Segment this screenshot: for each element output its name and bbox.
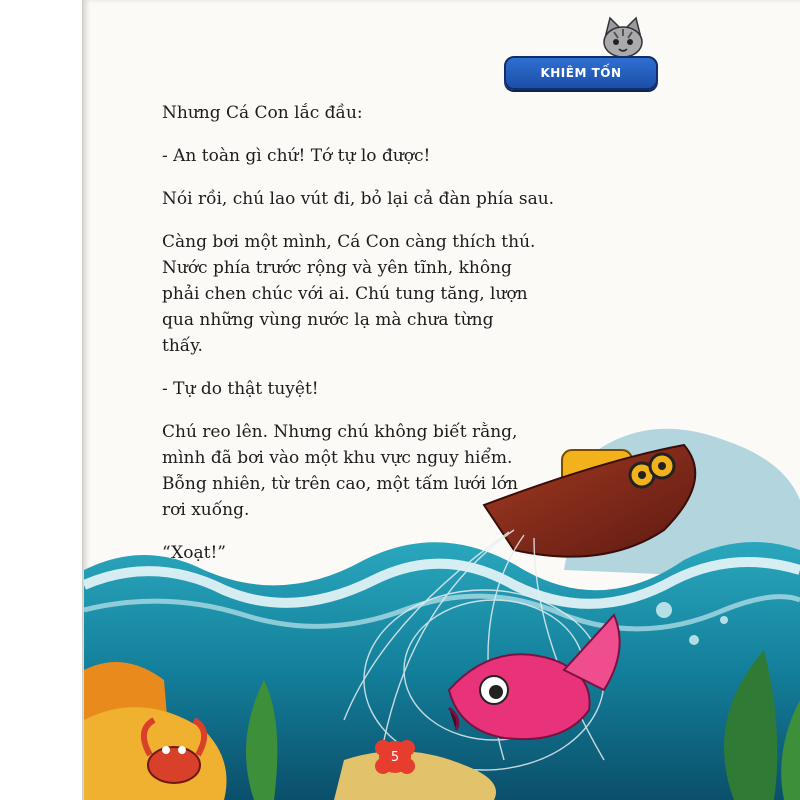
story-paragraph: - An toàn gì chứ! Tớ tự lo được! xyxy=(162,146,431,166)
story-paragraph: Chú reo lên. Nhưng chú không biết rằng, mình đã bơi vào một khu vực nguy hiểm. Bỗng nhiên, từ trên cao, một tấm lưới lớn rơi xuống. xyxy=(162,422,518,520)
cat-face-icon xyxy=(600,16,646,60)
underwater-illustration xyxy=(84,420,800,800)
story-paragraph: - Tự do thật tuyệt! xyxy=(162,379,319,399)
story-paragraph: Nhưng Cá Con lắc đầu: xyxy=(162,103,363,123)
story-paragraph: Nói rồi, chú lao vút đi, bỏ lại cả đàn phía sau. xyxy=(162,189,555,209)
category-badge xyxy=(504,56,658,90)
story-paragraph: “Xoạt!” xyxy=(162,543,226,563)
story-paragraph: Càng bơi một mình, Cá Con càng thích thú. Nước phía trước rộng và yên tĩnh, không phải chen chúc với ai. Chú tung tăng, lượn qua những vùng nước lạ mà chưa từng thấy. xyxy=(162,232,536,356)
page-number: 5 xyxy=(390,749,400,765)
badge-label: KHIÊM TỐN xyxy=(540,66,622,80)
